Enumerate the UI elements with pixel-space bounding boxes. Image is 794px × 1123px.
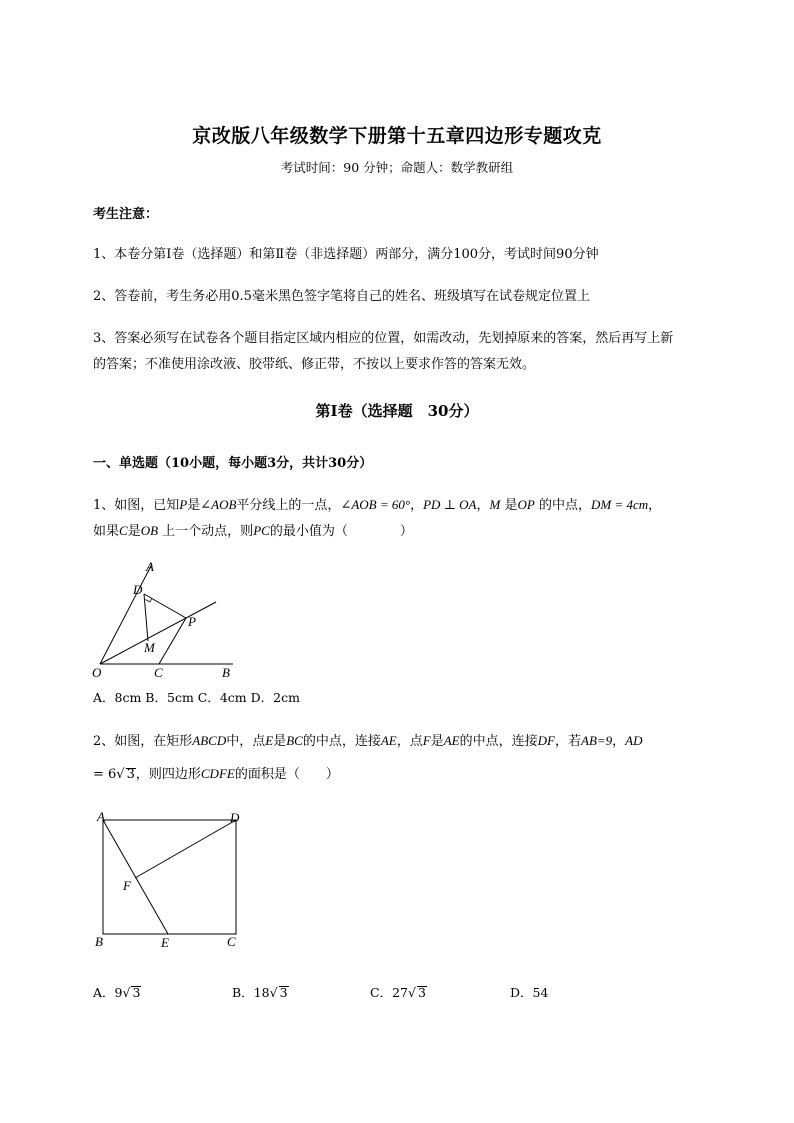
part-heading: 一、单选题（10小题，每小题3分，共计30分） <box>93 456 373 471</box>
label-p: P <box>188 614 196 629</box>
q1-pc: PC <box>253 523 270 538</box>
q2-text: 2、如图，在矩形 <box>93 734 193 749</box>
q1-text: 的中点， <box>534 498 591 513</box>
q1-var-p: P <box>179 497 188 512</box>
q2-option-b <box>232 983 289 1001</box>
page-title: 京改版八年级数学下册第十五章四边形专题攻克 <box>192 125 602 147</box>
label-o: O <box>92 665 102 680</box>
q2-text: 是 <box>273 734 287 749</box>
q2-text: 的面积是（ ） <box>234 767 339 782</box>
q2-option-a-prefix: A．9 <box>93 985 123 1000</box>
q2-eq: = 6 <box>93 767 117 782</box>
q2-ad: AD <box>625 733 643 748</box>
label-c: C <box>154 665 163 680</box>
q2-var-f: F <box>422 733 431 748</box>
label-a: A <box>97 809 105 824</box>
q1-text: 的最小值为（ ） <box>269 524 413 539</box>
q1-text: ， <box>648 498 662 513</box>
sqrt-symbol: √ <box>407 985 416 1000</box>
q2-text: ，若 <box>554 734 581 749</box>
q2-option-b-prefix: B．18 <box>232 985 270 1000</box>
q2-bc: BC <box>286 733 303 748</box>
q2-option-a <box>93 983 141 1001</box>
segment-dm <box>144 594 148 641</box>
q2-ae: AE <box>380 733 397 748</box>
q2-ae-2: AE <box>443 733 460 748</box>
sqrt-symbol: √ <box>269 985 278 1000</box>
label-b: B <box>95 934 103 949</box>
q1-figure <box>88 556 238 682</box>
q2-option-a-radicand: 3 <box>132 985 141 1000</box>
sqrt-symbol: √ <box>116 767 125 782</box>
q1-text: 是 <box>500 498 518 513</box>
q2-option-d: D．54 <box>510 985 549 1000</box>
q2-text: 的中点，连接 <box>459 734 538 749</box>
q1-text: 1、如图，已知 <box>93 498 180 513</box>
q2-radicand: 3 <box>126 767 135 782</box>
q2-figure <box>90 808 250 952</box>
q1-angle-eq: ∠AOB = 60° <box>340 497 411 512</box>
q1-text: ， <box>476 498 490 513</box>
q2-option-c <box>370 983 427 1001</box>
label-b: B <box>222 665 230 680</box>
label-m: M <box>144 640 155 655</box>
q2-text: ， <box>612 734 626 749</box>
q1-text: 是 <box>187 498 201 513</box>
q1-angle-aob: ∠AOB <box>200 497 237 512</box>
q1-perp: PD ⊥ OA <box>423 497 477 512</box>
q1-dm: DM = 4cm <box>590 497 649 512</box>
q1-text: 是 <box>127 524 141 539</box>
segment-df <box>135 820 236 878</box>
q1-var-m: M <box>489 497 501 512</box>
q1-text: 如果 <box>93 524 120 539</box>
label-d: D <box>133 582 143 597</box>
q2-line-1 <box>93 730 643 749</box>
q2-df: DF <box>537 733 555 748</box>
q1-ob: OB <box>140 523 159 538</box>
q2-text: 中，点 <box>226 734 266 749</box>
segment-dp <box>144 594 186 618</box>
label-e: E <box>161 935 169 950</box>
label-d: D <box>230 810 240 825</box>
segment-ae <box>103 820 168 934</box>
q2-option-b-radicand: 3 <box>279 985 288 1000</box>
notice-item-3-line-2: 的答案；不准使用涂改液、胶带纸、修正带，不按以上要求作答的答案无效。 <box>93 357 536 372</box>
rectangle-abcd <box>103 820 236 934</box>
notice-heading: 考生注意： <box>93 207 159 222</box>
q1-text: 平分线上的一点， <box>236 498 341 513</box>
q2-option-c-prefix: C．27 <box>370 985 408 1000</box>
ray-op <box>100 602 216 664</box>
q2-option-c-radicand: 3 <box>417 985 426 1000</box>
exam-subtitle: 考试时间：90 分钟；命题人：数学教研组 <box>280 160 514 175</box>
notice-item-1: 1、本卷分第Ⅰ卷（选择题）和第Ⅱ卷（非选择题）两部分，满分100分，考试时间90分钟 <box>93 247 599 262</box>
q1-options: A．8cm B．5cm C．4cm D．2cm <box>93 690 300 705</box>
q1-line-1 <box>93 494 661 513</box>
q1-line-2 <box>93 520 413 539</box>
right-angle-mark <box>146 598 153 602</box>
q1-var-c: C <box>119 523 128 538</box>
q2-text: ，则四边形 <box>135 767 201 782</box>
q2-line-2 <box>93 763 339 782</box>
q2-abcd: ABCD <box>192 733 227 748</box>
q2-text: 是 <box>430 734 444 749</box>
q2-var-e: E <box>265 733 274 748</box>
section-title: 第Ⅰ卷（选择题 30分） <box>315 402 479 420</box>
notice-item-2: 2、答卷前，考生务必用0.5毫米黑色签字笔将自己的姓名、班级填写在试卷规定位置上 <box>93 289 590 304</box>
sqrt-symbol: √ <box>122 985 131 1000</box>
q2-text: ，点 <box>396 734 423 749</box>
label-c: C <box>227 934 236 949</box>
q1-text: 上一个动点，则 <box>158 524 254 539</box>
q2-text: 的中点，连接 <box>302 734 381 749</box>
q2-cdfe: CDFE <box>200 766 235 781</box>
notice-item-3-line-1: 3、答案必须写在试卷各个题目指定区域内相应的位置，如需改动，先划掉原来的答案，然后再写上新 <box>93 331 674 346</box>
q2-ab-eq: AB=9 <box>581 733 613 748</box>
q1-text: ， <box>410 498 424 513</box>
q1-op: OP <box>517 497 535 512</box>
label-f: F <box>123 878 131 893</box>
label-a: A <box>146 559 154 574</box>
